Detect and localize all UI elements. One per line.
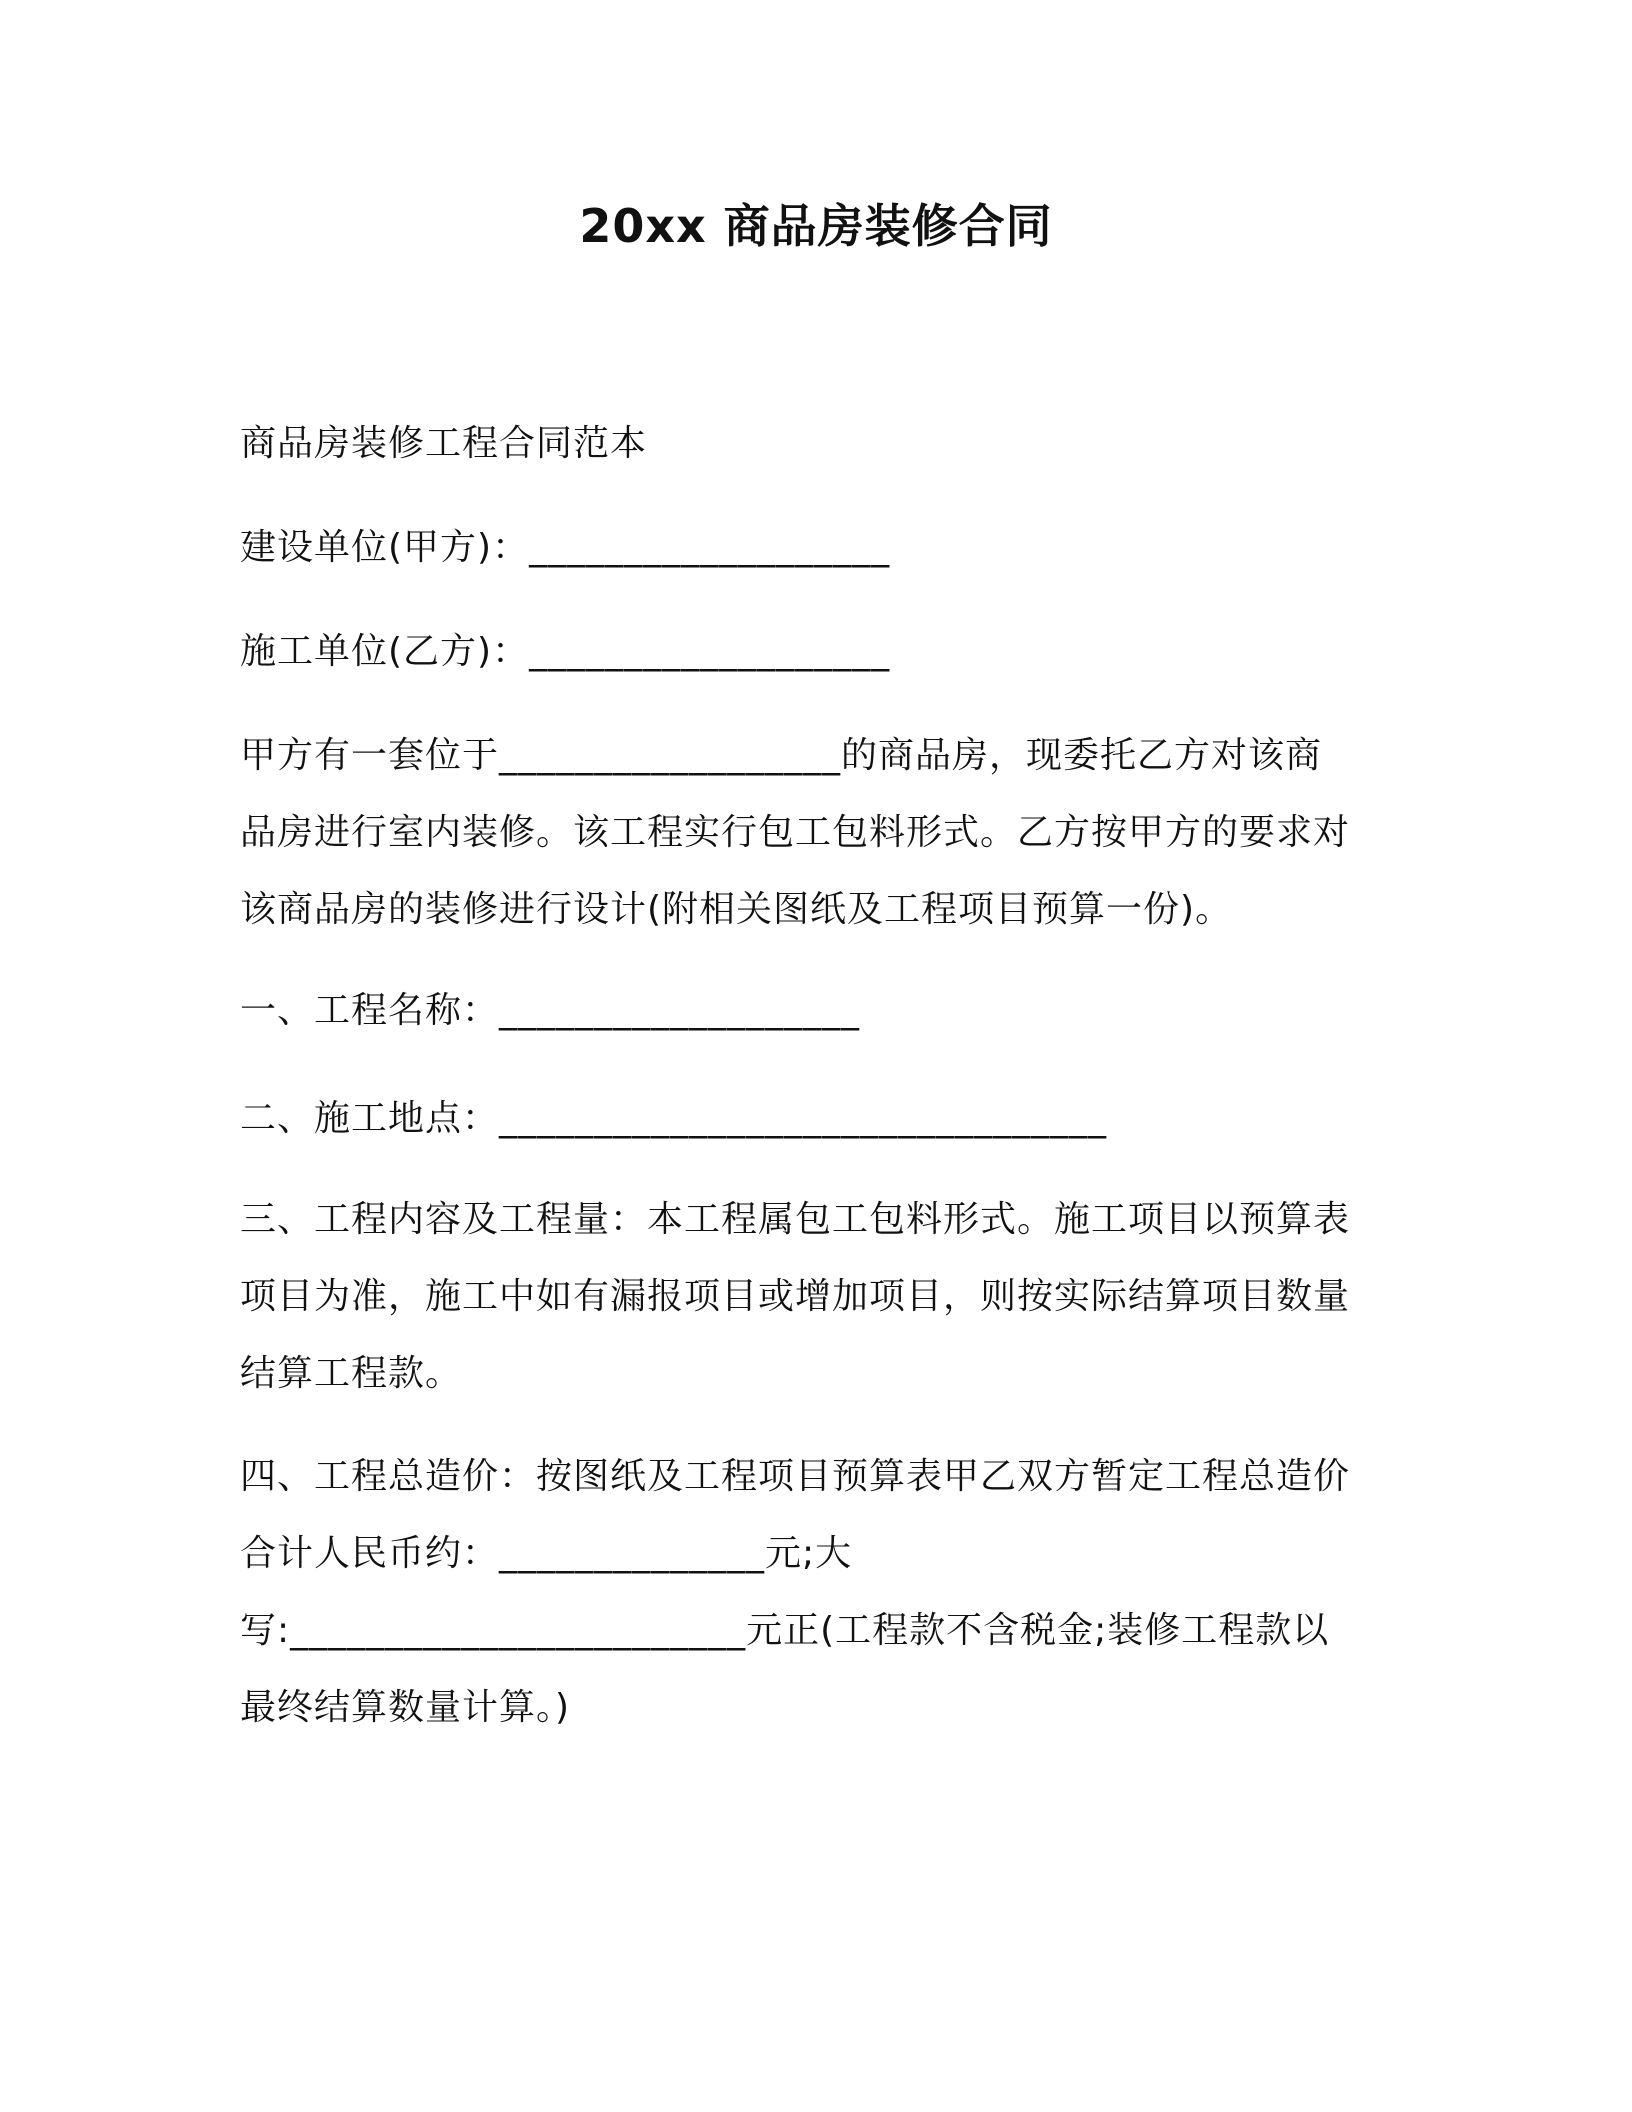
clause-3-line-2: 项目为准，施工中如有漏报项目或增加项目，则按实际结算项目数量 (240, 1276, 1351, 1317)
party-a-line: 建设单位(甲方)：___________________ (240, 527, 891, 568)
document-title: 20xx 商品房装修合同 (579, 199, 1053, 253)
clause-3-paragraph (240, 1181, 1390, 1412)
clause-4-line-1: 四、工程总造价：按图纸及工程项目预算表甲乙双方暂定工程总造价 (240, 1456, 1351, 1497)
party-b-line: 施工单位(乙方)：___________________ (240, 631, 891, 672)
clause-4-line-4: 最终结算数量计算。) (240, 1687, 571, 1728)
intro-line-1: 甲方有一套位于__________________的商品房，现委托乙方对该商 (240, 735, 1323, 776)
clause-2-site-location: 二、施工地点：________________________________ (240, 1098, 1108, 1139)
clause-4-line-3: 写:________________________元正(工程款不含税金;装修工程款以 (240, 1610, 1330, 1651)
clause-3-line-1: 三、工程内容及工程量：本工程属包工包料形式。施工项目以预算表 (240, 1199, 1351, 1240)
clause-4-paragraph (240, 1438, 1390, 1746)
clause-1-project-name: 一、工程名称：___________________ (240, 990, 861, 1031)
intro-line-2: 品房进行室内装修。该工程实行包工包料形式。乙方按甲方的要求对 (240, 812, 1351, 853)
intro-paragraph (240, 717, 1390, 948)
document-subtitle: 商品房装修工程合同范本 (240, 423, 648, 464)
clause-4-line-2: 合计人民币约：______________元;大 (240, 1533, 853, 1574)
clause-3-line-3: 结算工程款。 (240, 1353, 463, 1394)
intro-line-3: 该商品房的装修进行设计(附相关图纸及工程项目预算一份)。 (240, 889, 1233, 930)
